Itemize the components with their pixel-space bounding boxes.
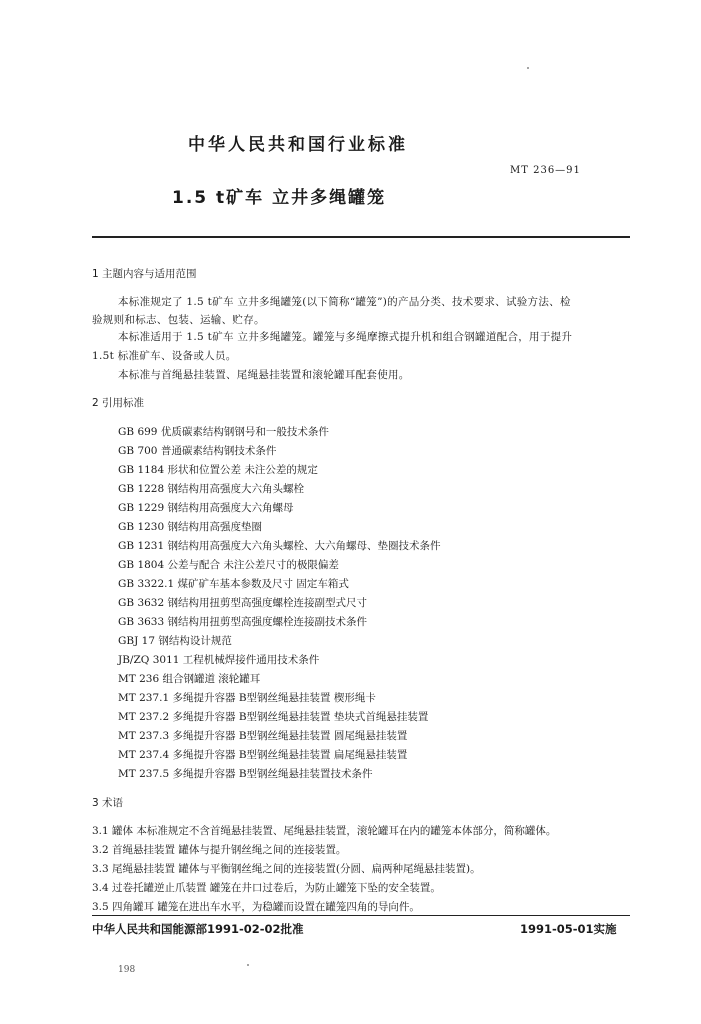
term-item: 3.3 尾绳悬挂装置 罐体与平衡钢丝绳之间的连接装置(分圆、扁两种尾绳悬挂装置)。 — [92, 863, 481, 875]
page-number: 198 — [118, 965, 136, 975]
footer-rule — [92, 915, 630, 916]
reference-item: MT 237.1 多绳提升容器 B型钢丝绳悬挂装置 楔形绳卡 — [118, 692, 376, 704]
section-2-heading: 2 引用标准 — [92, 397, 145, 409]
term-item: 3.2 首绳悬挂装置 罐体与提升钢丝绳之间的连接装置。 — [92, 844, 347, 856]
reference-item: GB 3633 钢结构用扭剪型高强度螺栓连接副技术条件 — [118, 616, 367, 628]
scan-speck — [247, 964, 249, 966]
section-1-heading: 1 主题内容与适用范围 — [92, 268, 197, 280]
section-1-para-1-line-2: 验规则和标志、包装、运输、贮存。 — [92, 314, 265, 326]
reference-item: MT 237.4 多绳提升容器 B型钢丝绳悬挂装置 扁尾绳悬挂装置 — [118, 749, 408, 761]
reference-item: GB 3632 钢结构用扭剪型高强度螺栓连接副型式尺寸 — [118, 597, 367, 609]
reference-item: GB 1228 钢结构用高强度大六角头螺栓 — [118, 483, 305, 495]
section-3-heading: 3 术语 — [92, 797, 124, 809]
reference-item: MT 236 组合钢罐道 滚轮罐耳 — [118, 673, 261, 685]
term-item: 3.4 过卷托罐逆止爪装置 罐笼在井口过卷后，为防止罐笼下坠的安全装置。 — [92, 882, 441, 894]
reference-item: GB 700 普通碳素结构钢技术条件 — [118, 445, 277, 457]
section-1-para-1-line-1: 本标准规定了 1.5 t矿车 立井多绳罐笼(以下简称“罐笼”)的产品分类、技术要求、试验方法、检 — [118, 296, 571, 308]
reference-item: GB 1230 钢结构用高强度垫圈 — [118, 521, 263, 533]
document-title: 1.5 t矿车 立井多绳罐笼 — [172, 188, 387, 208]
reference-item: GB 1231 钢结构用高强度大六角头螺栓、大六角螺母、垫圈技术条件 — [118, 540, 441, 552]
reference-item: MT 237.2 多绳提升容器 B型钢丝绳悬挂装置 垫块式首绳悬挂装置 — [118, 711, 429, 723]
approval-date: 中华人民共和国能源部1991-02-02批准 — [92, 922, 304, 936]
reference-item: GB 3322.1 煤矿矿车基本参数及尺寸 固定车箱式 — [118, 578, 349, 590]
section-1-para-2-line-1: 本标准适用于 1.5 t矿车 立井多绳罐笼。罐笼与多绳摩擦式提升机和组合钢罐道配合，用于提升 — [118, 331, 573, 343]
scan-speck — [527, 67, 529, 69]
reference-item: GB 1184 形状和位置公差 未注公差的规定 — [118, 464, 318, 476]
reference-item: GB 1804 公差与配合 未注公差尺寸的极限偏差 — [118, 559, 339, 571]
header-rule — [92, 236, 630, 238]
term-item: 3.5 四角罐耳 罐笼在进出车水平，为稳罐而设置在罐笼四角的导向件。 — [92, 901, 420, 913]
implementation-date: 1991-05-01实施 — [520, 922, 617, 936]
reference-item: MT 237.5 多绳提升容器 B型钢丝绳悬挂装置技术条件 — [118, 768, 373, 780]
reference-item: GB 1229 钢结构用高强度大六角螺母 — [118, 502, 294, 514]
reference-item: GB 699 优质碳素结构钢钢号和一般技术条件 — [118, 426, 329, 438]
issuing-org: 中华人民共和国行业标准 — [188, 135, 408, 155]
section-1-para-3: 本标准与首绳悬挂装置、尾绳悬挂装置和滚轮罐耳配套使用。 — [118, 369, 410, 381]
term-item: 3.1 罐体 本标准规定不含首绳悬挂装置、尾绳悬挂装置，滚轮罐耳在内的罐笼本体部分，简称罐体。 — [92, 825, 557, 837]
reference-item: MT 237.3 多绳提升容器 B型钢丝绳悬挂装置 圆尾绳悬挂装置 — [118, 730, 408, 742]
reference-item: JB/ZQ 3011 工程机械焊接件通用技术条件 — [118, 654, 320, 666]
section-1-para-2-line-2: 1.5t 标准矿车、设备或人员。 — [92, 350, 237, 362]
reference-item: GBJ 17 钢结构设计规范 — [118, 635, 232, 647]
standard-code: MT 236—91 — [510, 165, 581, 176]
